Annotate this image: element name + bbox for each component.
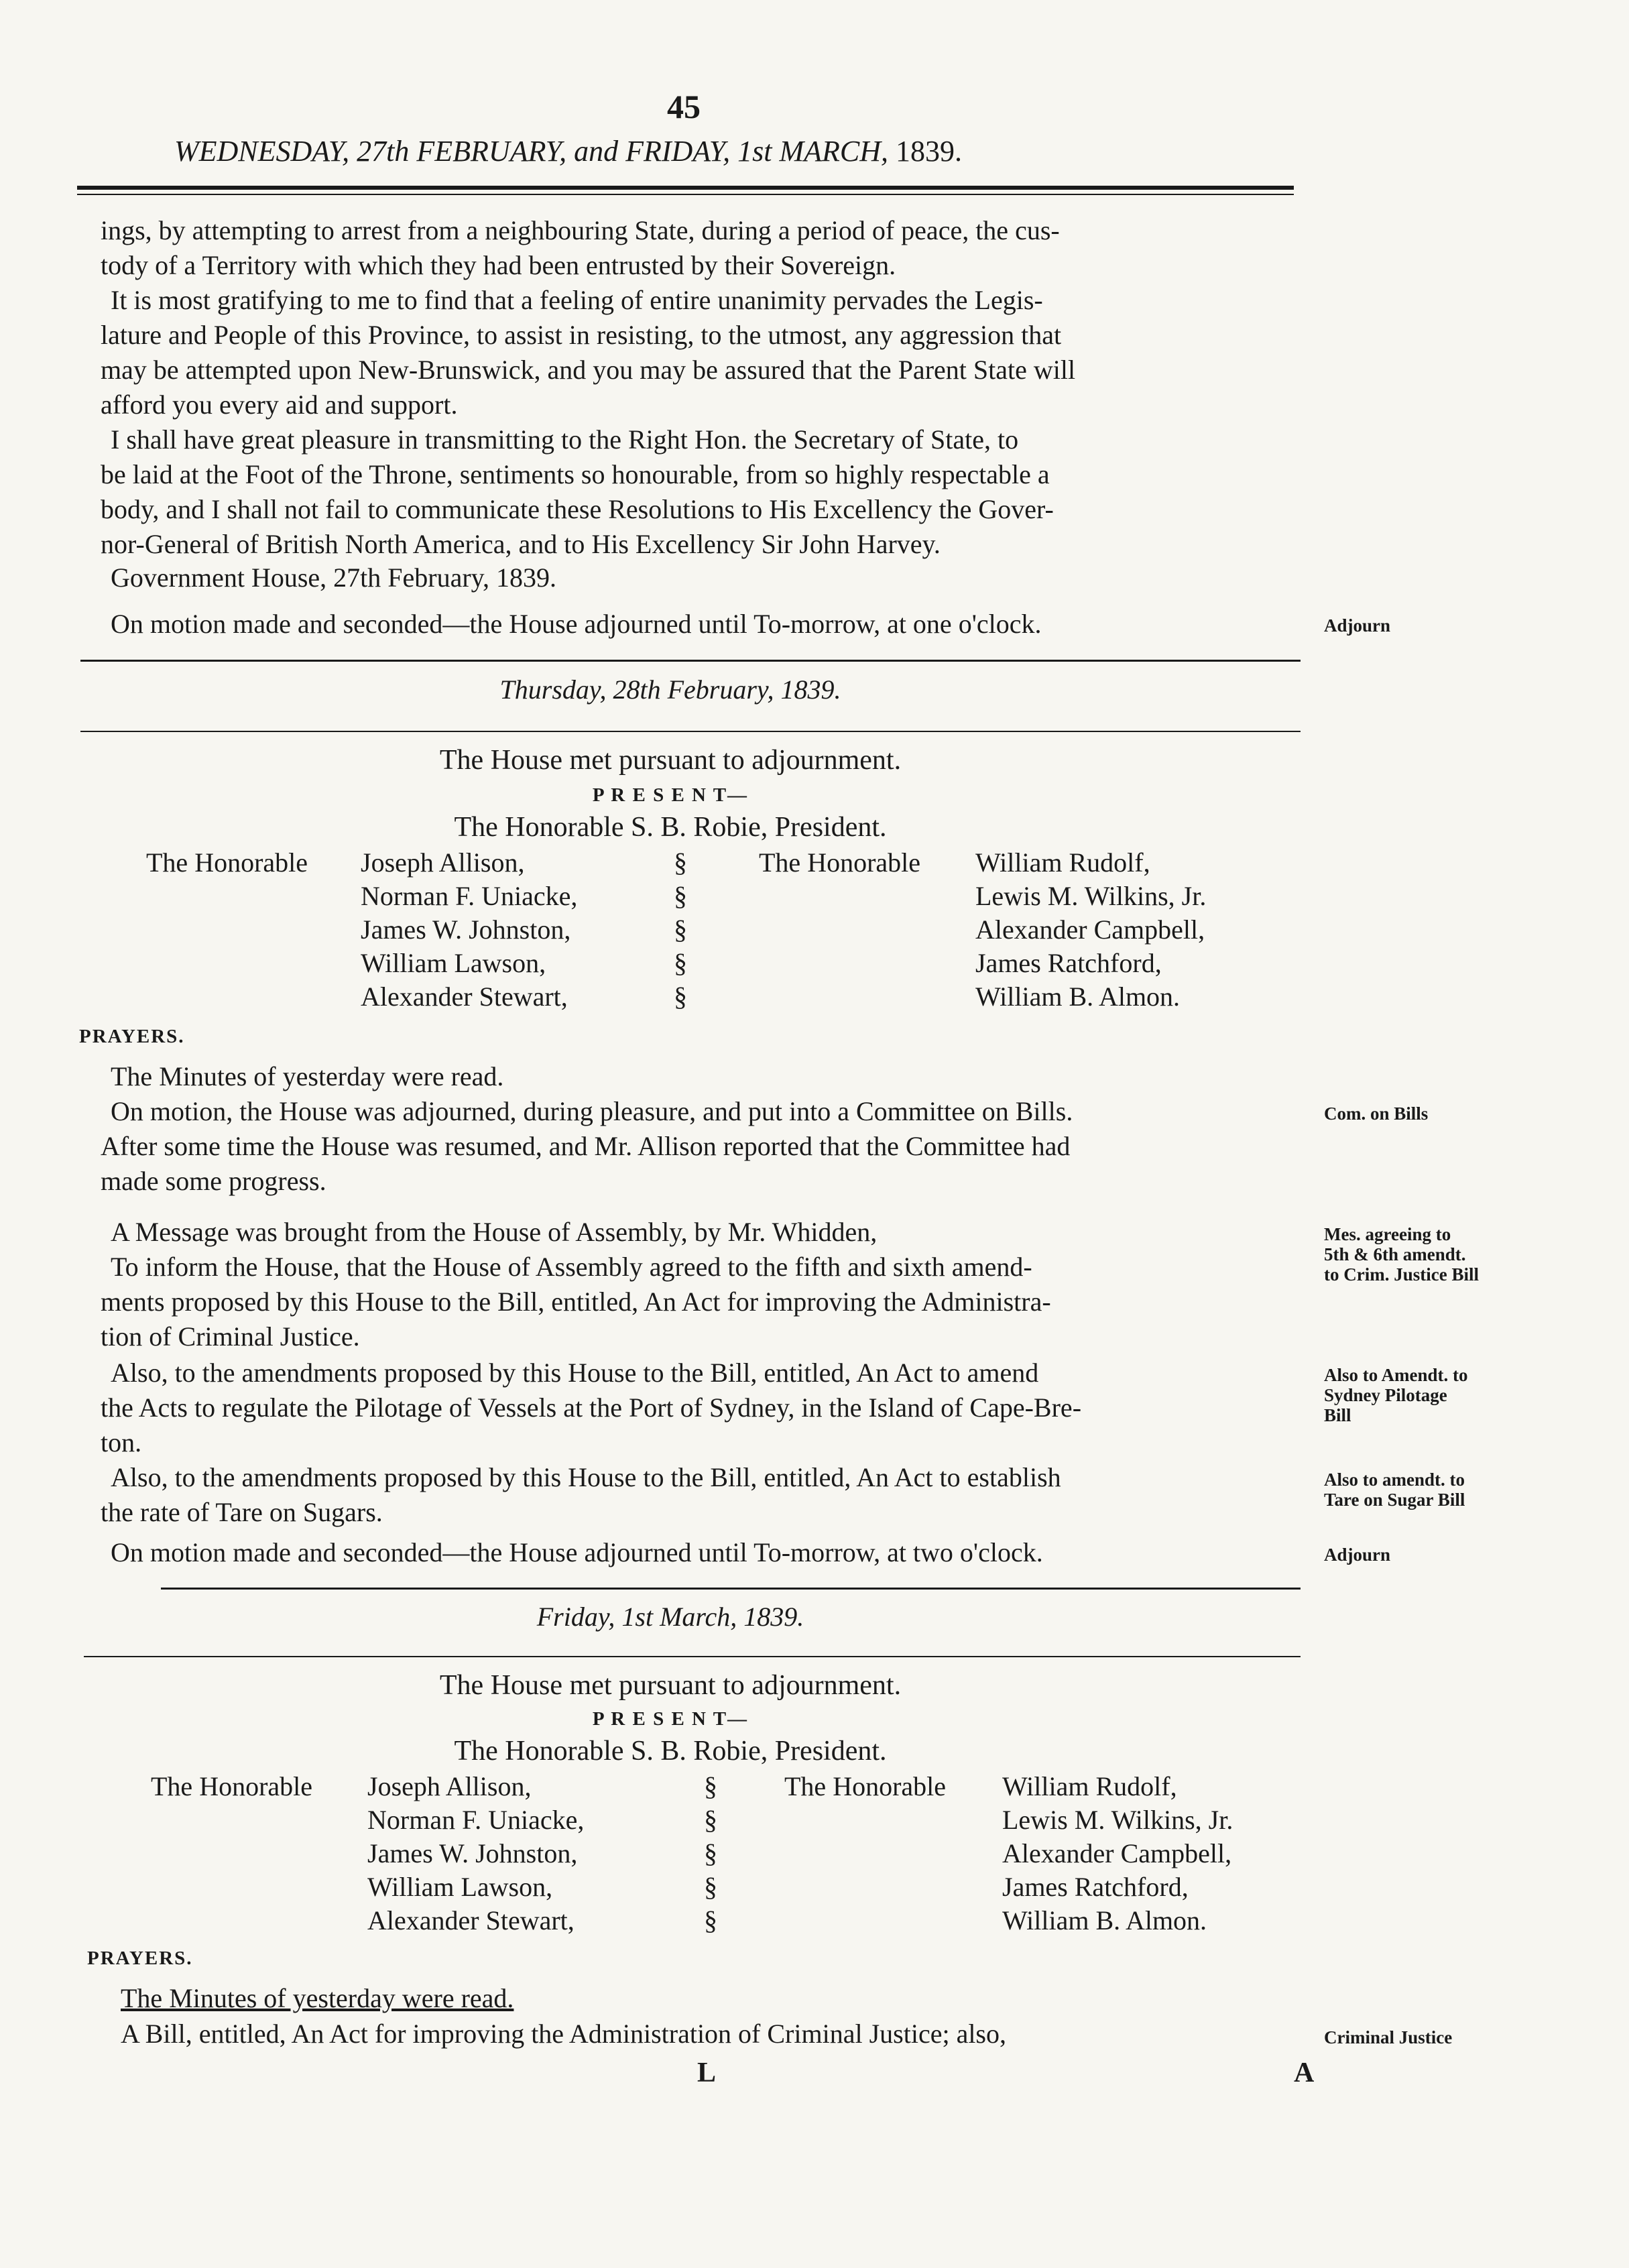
member-name: Lewis M. Wilkins, Jr. bbox=[1002, 1805, 1233, 1835]
margin-note-committee: Com. on Bills bbox=[1324, 1103, 1429, 1124]
text-line: made some progress. bbox=[101, 1166, 326, 1196]
text-line: lature and People of this Province, to assist in resisting, to the utmost, any aggression that bbox=[101, 320, 1062, 350]
member-name: Norman F. Uniacke, bbox=[367, 1805, 585, 1835]
text-line: be laid at the Foot of the Throne, sentiments so honourable, from so highly respectable a bbox=[101, 459, 1050, 489]
margin-note-line: Sydney Pilotage bbox=[1324, 1385, 1447, 1405]
member-name: Alexander Campbell, bbox=[975, 914, 1205, 945]
signature-mark-right: A bbox=[1294, 2057, 1315, 2088]
member-name: James Ratchford, bbox=[975, 948, 1162, 978]
thursday-date-heading: Thursday, 28th February, 1839. bbox=[499, 674, 841, 705]
friday-present-label: P R E S E N T— bbox=[592, 1708, 749, 1730]
margin-note-adjourn: Adjourn bbox=[1324, 1545, 1391, 1565]
page-number: 45 bbox=[667, 88, 701, 125]
member-name: Joseph Allison, bbox=[367, 1771, 532, 1801]
adjourn-text: On motion made and seconded—the House adjourned until To-morrow, at two o'clock. bbox=[111, 1537, 1043, 1567]
section-mark-icon: § bbox=[704, 1805, 717, 1835]
margin-note-line: Also to Amendt. to bbox=[1324, 1365, 1468, 1385]
honorable-label-right: The Honorable bbox=[784, 1771, 947, 1801]
thursday-president: The Honorable S. B. Robie, President. bbox=[454, 812, 887, 843]
thursday-prayers: PRAYERS. bbox=[79, 1026, 185, 1047]
header-rule-thin bbox=[77, 194, 1294, 195]
text-line: afford you every aid and support. bbox=[101, 390, 458, 420]
text-line: A Message was brought from the House of Assembly, by Mr. Whidden, bbox=[111, 1217, 878, 1247]
text-line: tion of Criminal Justice. bbox=[101, 1321, 360, 1352]
friday-president: The Honorable S. B. Robie, President. bbox=[454, 1736, 887, 1767]
friday-prayers: PRAYERS. bbox=[87, 1948, 193, 1969]
thursday-met-text: The House met pursuant to adjournment. bbox=[439, 745, 902, 776]
member-name: William Rudolf, bbox=[1002, 1771, 1177, 1801]
section-mark-icon: § bbox=[674, 881, 687, 911]
margin-note-criminal-justice: Criminal Justice bbox=[1324, 2027, 1453, 2047]
member-name: William Lawson, bbox=[361, 948, 546, 978]
section-mark-icon: § bbox=[674, 847, 687, 878]
member-name: William B. Almon. bbox=[1002, 1905, 1207, 1935]
section-rule bbox=[80, 660, 1301, 662]
header-rule-thick bbox=[77, 186, 1294, 190]
text-line: ings, by attempting to arrest from a neighbouring State, during a period of peace, the cus- bbox=[101, 215, 1060, 245]
running-head-days: WEDNESDAY, 27th FEBRUARY, and FRIDAY, 1st MARCH, bbox=[174, 135, 889, 168]
member-name: Joseph Allison, bbox=[361, 847, 525, 878]
honorable-label-left: The Honorable bbox=[146, 847, 308, 878]
text-line: After some time the House was resumed, and Mr. Allison reported that the Committee had bbox=[101, 1131, 1071, 1161]
member-name: Norman F. Uniacke, bbox=[361, 881, 578, 911]
signature-mark-left: L bbox=[697, 2057, 717, 2088]
member-name: William Lawson, bbox=[367, 1872, 553, 1902]
text-line: tody of a Territory with which they had been entrusted by their Sovereign. bbox=[101, 250, 896, 280]
text-line: On motion, the House was adjourned, during pleasure, and put into a Committee on Bills. bbox=[111, 1096, 1073, 1126]
thursday-minutes: The Minutes of yesterday were read. bbox=[111, 1061, 504, 1091]
member-name: William B. Almon. bbox=[975, 981, 1181, 1012]
section-mark-icon: § bbox=[674, 914, 687, 945]
section-rule bbox=[84, 1656, 1301, 1657]
member-name: James W. Johnston, bbox=[367, 1838, 578, 1868]
section-mark-icon: § bbox=[704, 1771, 717, 1801]
text-line: To inform the House, that the House of Assembly agreed to the fifth and sixth amend- bbox=[111, 1252, 1032, 1282]
section-mark-icon: § bbox=[674, 981, 687, 1012]
friday-minutes: The Minutes of yesterday were read. bbox=[121, 1983, 514, 2013]
margin-note-message bbox=[1324, 1224, 1479, 1285]
text-line: nor-General of British North America, and to His Excellency Sir John Harvey. bbox=[101, 529, 941, 559]
margin-note-line: Mes. agreeing to bbox=[1324, 1224, 1451, 1244]
text-line: Also, to the amendments proposed by this House to the Bill, entitled, An Act to establish bbox=[111, 1462, 1061, 1492]
friday-bill-line: A Bill, entitled, An Act for improving the Administration of Criminal Justice; also, bbox=[121, 2019, 1006, 2049]
text-line: may be attempted upon New-Brunswick, and you may be assured that the Parent State will bbox=[101, 355, 1076, 385]
margin-note-line: Also to amendt. to bbox=[1324, 1470, 1465, 1490]
margin-note-line: 5th & 6th amendt. bbox=[1324, 1244, 1466, 1264]
text-line: the Acts to regulate the Pilotage of Vessels at the Port of Sydney, in the Island of Cape-Bre- bbox=[101, 1392, 1082, 1423]
text-line: ton. bbox=[101, 1427, 142, 1457]
running-head-year: 1839. bbox=[896, 135, 963, 168]
member-name: James W. Johnston, bbox=[361, 914, 571, 945]
text-line: body, and I shall not fail to communicate these Resolutions to His Excellency the Gover- bbox=[101, 494, 1054, 524]
honorable-label-right: The Honorable bbox=[759, 847, 921, 878]
section-mark-icon: § bbox=[674, 948, 687, 978]
text-line: the rate of Tare on Sugars. bbox=[101, 1497, 383, 1527]
margin-note-adjourn: Adjourn bbox=[1324, 615, 1391, 636]
adjourn-text: On motion made and seconded—the House adjourned until To-morrow, at one o'clock. bbox=[111, 609, 1042, 639]
friday-date-heading: Friday, 1st March, 1839. bbox=[536, 1602, 804, 1632]
text-line: It is most gratifying to me to find that a feeling of entire unanimity pervades the Legis- bbox=[111, 285, 1043, 315]
text-line: I shall have great pleasure in transmitting to the Right Hon. the Secretary of State, to bbox=[111, 424, 1019, 455]
section-mark-icon: § bbox=[704, 1838, 717, 1868]
margin-note-tare bbox=[1324, 1470, 1465, 1510]
member-name: Lewis M. Wilkins, Jr. bbox=[975, 881, 1207, 911]
member-name: Alexander Stewart, bbox=[361, 981, 568, 1012]
section-rule bbox=[80, 731, 1301, 732]
margin-note-line: Tare on Sugar Bill bbox=[1324, 1490, 1465, 1510]
member-name: James Ratchford, bbox=[1002, 1872, 1189, 1902]
section-mark-icon: § bbox=[704, 1872, 717, 1902]
member-name: William Rudolf, bbox=[975, 847, 1150, 878]
member-name: Alexander Stewart, bbox=[367, 1905, 575, 1935]
text-line: Also, to the amendments proposed by this House to the Bill, entitled, An Act to amend bbox=[111, 1358, 1039, 1388]
section-mark-icon: § bbox=[704, 1905, 717, 1935]
text-line: ments proposed by this House to the Bill, entitled, An Act for improving the Administra- bbox=[101, 1287, 1051, 1317]
member-name: Alexander Campbell, bbox=[1002, 1838, 1232, 1868]
running-head bbox=[174, 134, 962, 168]
section-rule bbox=[161, 1588, 1301, 1590]
margin-note-pilotage bbox=[1324, 1365, 1468, 1425]
thursday-present-label: P R E S E N T— bbox=[592, 784, 749, 806]
text-line: Government House, 27th February, 1839. bbox=[111, 562, 557, 593]
friday-met-text: The House met pursuant to adjournment. bbox=[439, 1670, 902, 1701]
margin-note-line: to Crim. Justice Bill bbox=[1324, 1264, 1479, 1285]
margin-note-line: Bill bbox=[1324, 1405, 1351, 1425]
honorable-label-left: The Honorable bbox=[151, 1771, 313, 1801]
